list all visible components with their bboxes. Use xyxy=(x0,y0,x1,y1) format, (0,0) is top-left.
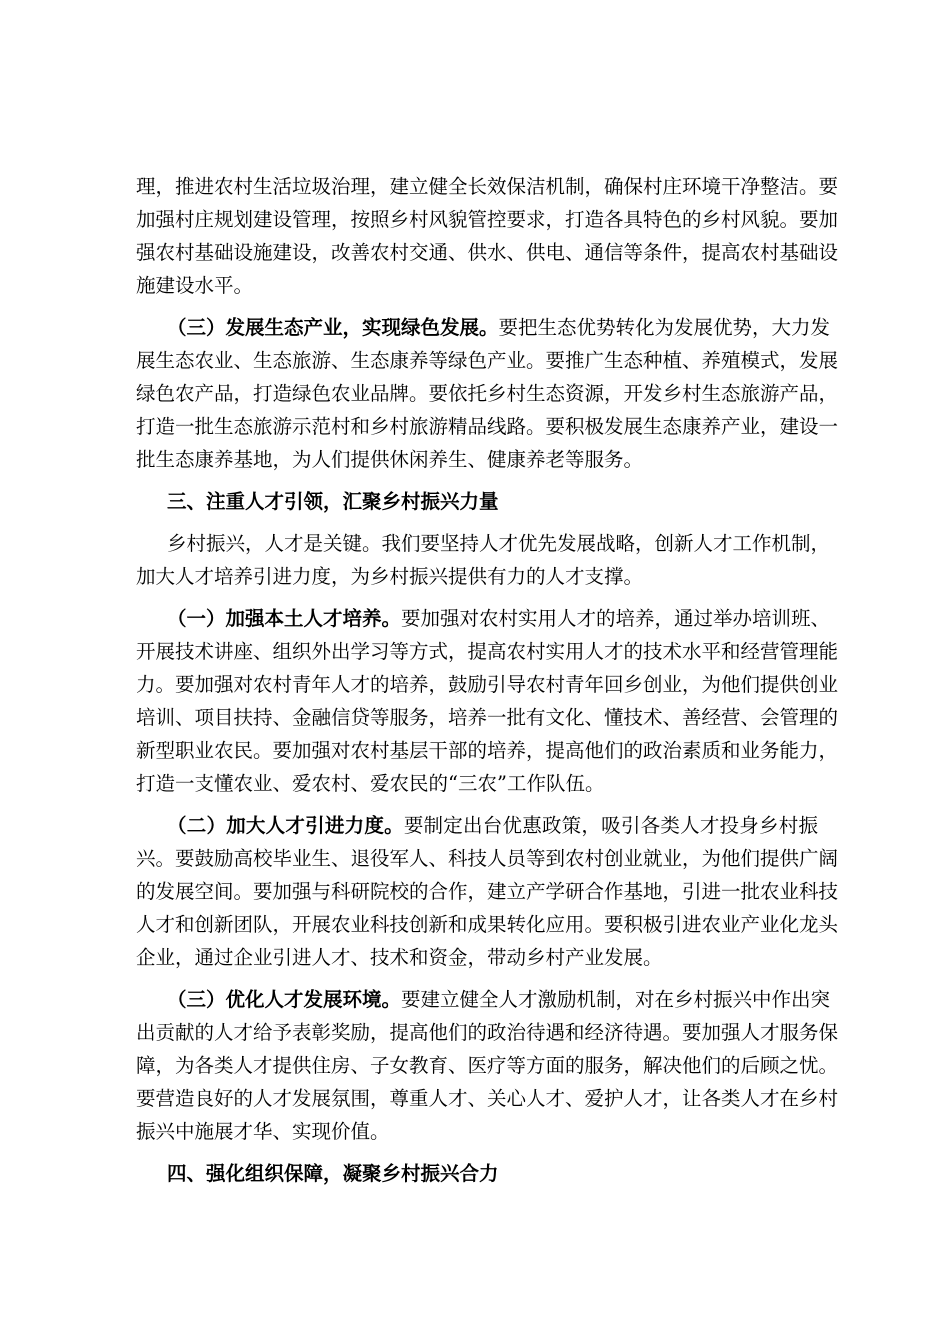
text-line: 强农村基础设施建设，改善农村交通、供水、供电、通信等条件，提高农村基础设 xyxy=(136,241,839,264)
text-line: 振兴中施展才华、实现价值。 xyxy=(136,1120,390,1143)
text-line: 出贡献的人才给予表彰奖励，提高他们的政治待遇和经济待遇。要加强人才服务保 xyxy=(136,1021,839,1044)
text-line: 的发展空间。要加强与科研院校的合作，建立产学研合作基地，引进一批农业科技 xyxy=(136,880,839,903)
text-line-rest: 要加强对农村实用人才的培养，通过举办培训班、 xyxy=(401,607,831,630)
paragraph-talent-intro xyxy=(136,527,831,593)
text-line xyxy=(136,809,818,842)
text-line-rest: 要把生态优势转化为发展优势，大力发 xyxy=(498,316,831,339)
text-line: 力。要加强对农村青年人才的培养，鼓励引导农村青年回乡创业，为他们提供创业 xyxy=(136,673,839,696)
text-line xyxy=(136,983,831,1016)
text-line: 施建设水平。 xyxy=(136,274,254,297)
text-line: 新型职业农民。要加强对农村基层干部的培养，提高他们的政治素质和业务能力， xyxy=(136,739,839,762)
section-heading: 四、强化组织保障，凝聚乡村振兴合力 xyxy=(167,1162,499,1185)
text-line xyxy=(136,311,831,344)
paragraph-local-talent xyxy=(136,602,839,800)
paragraph-talent-introduction xyxy=(136,809,839,974)
paragraph-village-environment xyxy=(136,170,839,302)
section-heading-organization xyxy=(136,1157,818,1190)
text-line: 人才和创新团队，开展农业科技创新和成果转化应用。要积极引进农业产业化龙头 xyxy=(136,913,839,936)
text-line: 展生态农业、生态旅游、生态康养等绿色产业。要推广生态种植、养殖模式，发展 xyxy=(136,349,839,372)
text-line: 企业，通过企业引进人才、技术和资金，带动乡村产业发展。 xyxy=(136,946,663,969)
paragraph-talent-environment xyxy=(136,983,839,1148)
text-line: 加强村庄规划建设管理，按照乡村风貌管控要求，打造各具特色的乡村风貌。要加 xyxy=(136,208,839,231)
text-line: 兴。要鼓励高校毕业生、退役军人、科技人员等到农村创业就业，为他们提供广阔 xyxy=(136,847,839,870)
paragraph-lead: （二）加大人才引进力度。 xyxy=(167,814,404,837)
text-line: 打造一支懂农业、爱农村、爱农民的“三农”工作队伍。 xyxy=(136,772,605,795)
document-page xyxy=(136,170,839,1199)
text-line: 乡村振兴，人才是关键。我们要坚持人才优先发展战略，创新人才工作机制， xyxy=(167,532,831,555)
text-line xyxy=(136,602,831,635)
paragraph-lead: （一）加强本土人才培养。 xyxy=(167,607,402,630)
text-line: 加大人才培养引进力度，为乡村振兴提供有力的人才支撑。 xyxy=(136,565,644,588)
section-heading: 三、注重人才引领，汇聚乡村振兴力量 xyxy=(167,490,499,513)
text-line: 理，推进农村生活垃圾治理，建立健全长效保洁机制，确保村庄环境干净整洁。要 xyxy=(136,175,839,198)
text-line-rest: 要制定出台优惠政策，吸引各类人才投身乡村振 xyxy=(403,814,818,837)
text-line-rest: 要建立健全人才激励机制，对在乡村振兴中作出突 xyxy=(401,988,831,1011)
text-line: 培训、项目扶持、金融信贷等服务，培养一批有文化、懂技术、善经营、会管理的 xyxy=(136,706,839,729)
text-line: 批生态康养基地，为人们提供休闲养生、健康养老等服务。 xyxy=(136,448,644,471)
text-line: 绿色农产品，打造绿色农业品牌。要依托乡村生态资源，开发乡村生态旅游产品， xyxy=(136,382,839,405)
text-line: 打造一批生态旅游示范村和乡村旅游精品线路。要积极发展生态康养产业，建设一 xyxy=(136,415,839,438)
paragraph-lead: （三）发展生态产业，实现绿色发展。 xyxy=(167,316,499,339)
text-line: 开展技术讲座、组织外出学习等方式，提高农村实用人才的技术水平和经营管理能 xyxy=(136,640,839,663)
paragraph-ecological-industry xyxy=(136,311,839,476)
section-heading-talent xyxy=(136,485,818,518)
text-line: 障，为各类人才提供住房、子女教育、医疗等方面的服务，解决他们的后顾之忧。 xyxy=(136,1054,839,1077)
paragraph-lead: （三）优化人才发展环境。 xyxy=(167,988,402,1011)
text-line: 要营造良好的人才发展氛围，尊重人才、关心人才、爱护人才，让各类人才在乡村 xyxy=(136,1087,839,1110)
